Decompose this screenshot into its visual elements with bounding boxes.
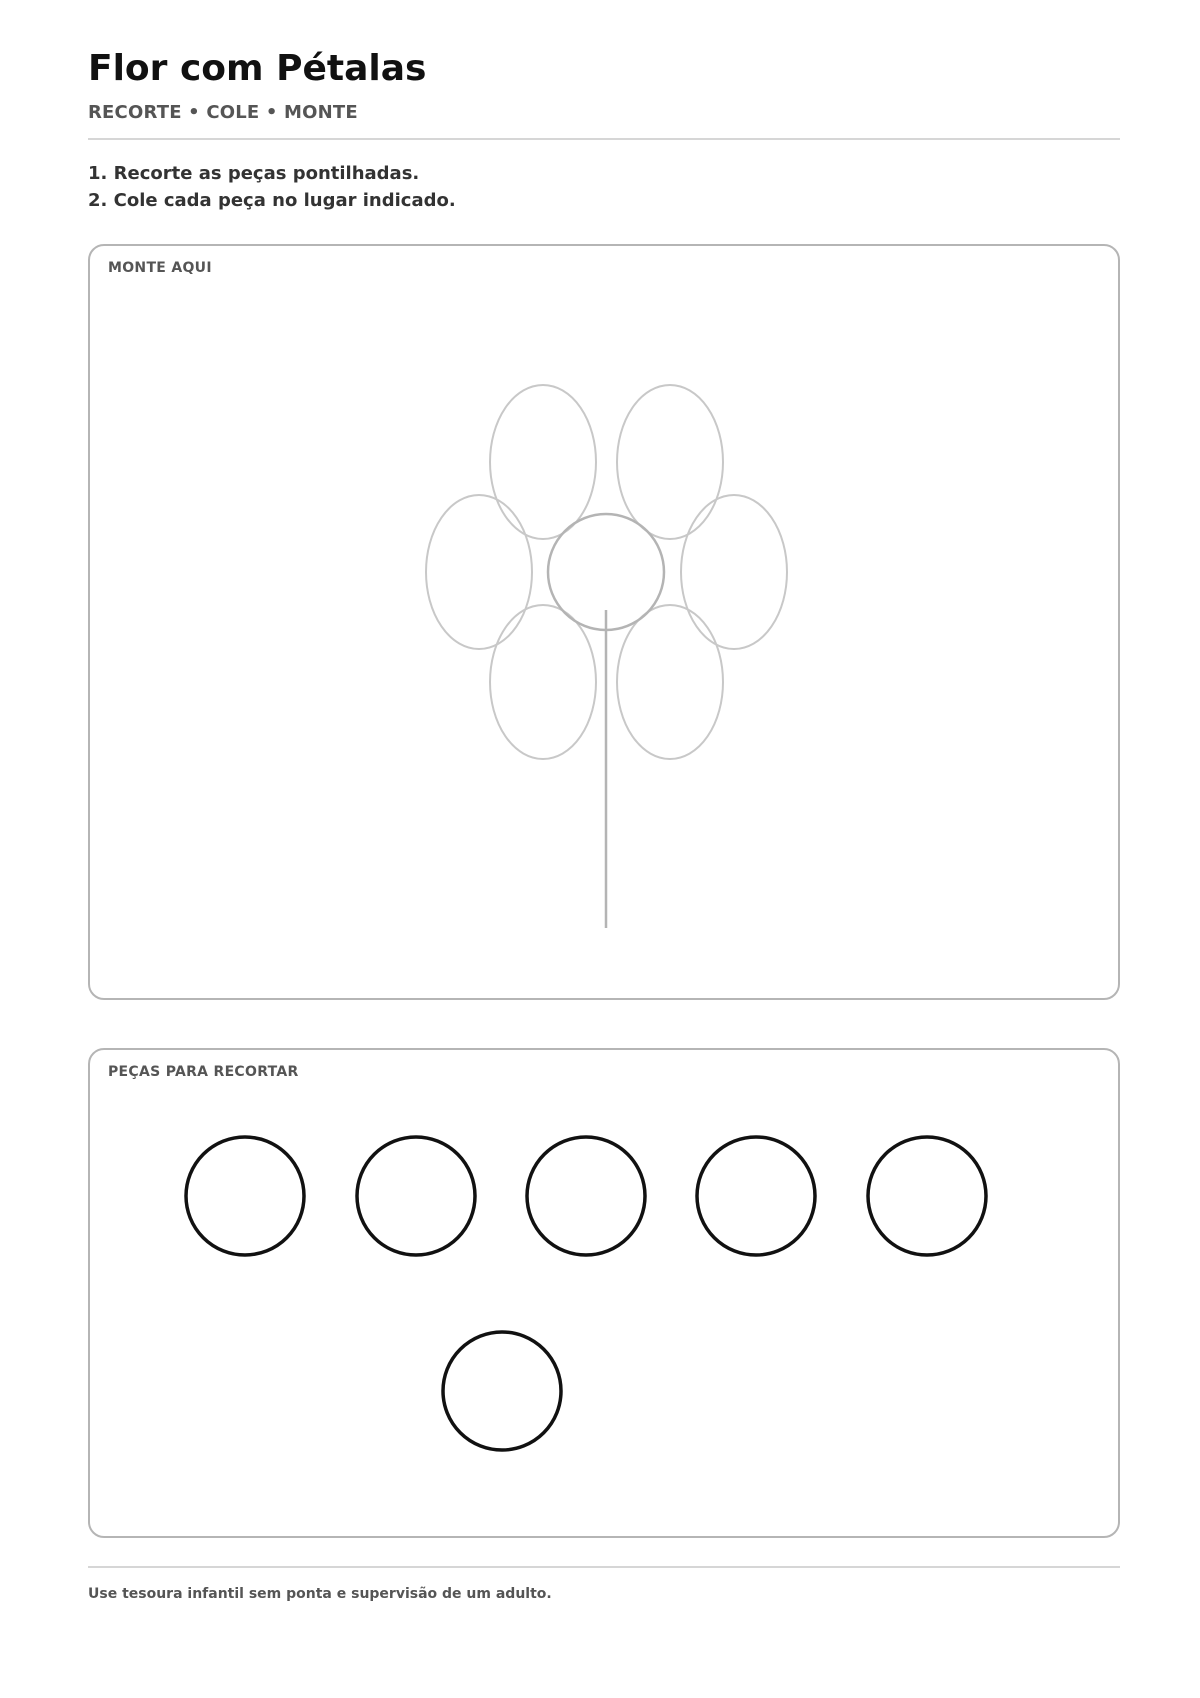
cutout-piece-1[interactable] <box>186 1137 304 1255</box>
safety-note: Use tesoura infantil sem ponta e supervisão de um adulto. <box>88 1586 552 1602</box>
cutout-pieces <box>90 1050 1118 1536</box>
header-divider <box>88 138 1120 140</box>
instruction-step-1: 1. Recorte as peças pontilhadas. <box>88 163 420 184</box>
page-subtitle: RECORTE • COLE • MONTE <box>88 102 358 123</box>
petal-outline-top-right <box>617 385 723 539</box>
pieces-panel <box>88 1048 1120 1538</box>
petal-outline-bottom-left <box>490 605 596 759</box>
petal-outline-bottom-right <box>617 605 723 759</box>
pieces-panel-label: PEÇAS PARA RECORTAR <box>108 1064 299 1080</box>
footer-divider <box>88 1566 1120 1568</box>
flower-outline <box>90 246 1118 998</box>
instruction-step-2: 2. Cole cada peça no lugar indicado. <box>88 190 456 211</box>
cutout-piece-4[interactable] <box>697 1137 815 1255</box>
cutout-piece-2[interactable] <box>357 1137 475 1255</box>
instructions-list <box>88 160 456 214</box>
petal-outline-left <box>426 495 532 649</box>
assembly-panel-label: MONTE AQUI <box>108 260 212 276</box>
assembly-panel <box>88 244 1120 1000</box>
cutout-piece-6[interactable] <box>443 1332 561 1450</box>
cutout-piece-3[interactable] <box>527 1137 645 1255</box>
page-title: Flor com Pétalas <box>88 48 427 89</box>
petal-outline-right <box>681 495 787 649</box>
petal-outline-top-left <box>490 385 596 539</box>
cutout-piece-5[interactable] <box>868 1137 986 1255</box>
